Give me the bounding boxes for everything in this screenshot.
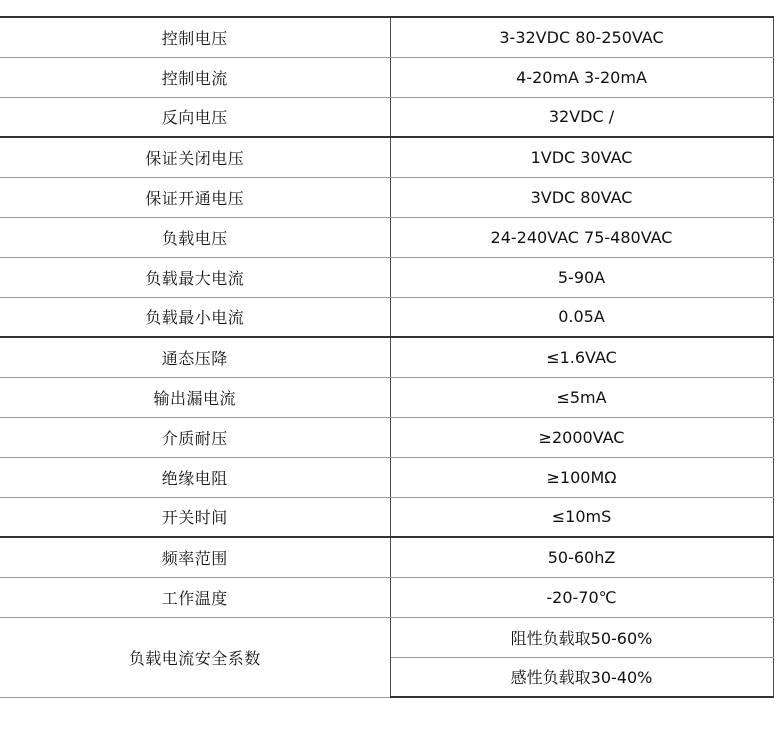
row-label: 开关时间 [0, 497, 390, 537]
table-row [0, 257, 773, 297]
row-value: -20-70℃ [390, 577, 773, 617]
row-value: 5-90A [390, 257, 773, 297]
row-label: 控制电流 [0, 57, 390, 97]
row-value: 3VDC 80VAC [390, 177, 773, 217]
spec-table [0, 16, 774, 698]
table-row [0, 537, 773, 577]
table-row [0, 17, 773, 57]
row-label: 频率范围 [0, 537, 390, 577]
table-row [0, 417, 773, 457]
row-label: 负载电压 [0, 217, 390, 257]
table-row [0, 377, 773, 417]
row-label: 保证关闭电压 [0, 137, 390, 177]
table-row [0, 297, 773, 337]
row-label: 保证开通电压 [0, 177, 390, 217]
row-value: ≥2000VAC [390, 417, 773, 457]
row-label: 负载最小电流 [0, 297, 390, 337]
row-label: 通态压降 [0, 337, 390, 377]
row-value: 0.05A [390, 297, 773, 337]
load-factor-inductive: 感性负载取30-40% [390, 657, 773, 697]
row-value: ≥100MΩ [390, 457, 773, 497]
row-label: 反向电压 [0, 97, 390, 137]
table-row [0, 177, 773, 217]
row-value: ≤10mS [390, 497, 773, 537]
row-value: 32VDC / [390, 97, 773, 137]
load-factor-resistive: 阻性负载取50-60% [390, 617, 773, 657]
row-value: 1VDC 30VAC [390, 137, 773, 177]
table-row [0, 457, 773, 497]
row-label: 输出漏电流 [0, 377, 390, 417]
row-value: ≤1.6VAC [390, 337, 773, 377]
row-label: 介质耐压 [0, 417, 390, 457]
row-label: 负载最大电流 [0, 257, 390, 297]
row-value: 3-32VDC 80-250VAC [390, 17, 773, 57]
row-value: 50-60hZ [390, 537, 773, 577]
table-row [0, 577, 773, 617]
table-row [0, 97, 773, 137]
row-label: 控制电压 [0, 17, 390, 57]
table-row [0, 497, 773, 537]
row-value: 4-20mA 3-20mA [390, 57, 773, 97]
table-row [0, 57, 773, 97]
table-row [0, 137, 773, 177]
table-row [0, 217, 773, 257]
load-factor-label: 负载电流安全系数 [0, 617, 390, 697]
row-value: ≤5mA [390, 377, 773, 417]
row-label: 工作温度 [0, 577, 390, 617]
table-row [0, 617, 773, 657]
row-label: 绝缘电阻 [0, 457, 390, 497]
row-value: 24-240VAC 75-480VAC [390, 217, 773, 257]
table-row [0, 337, 773, 377]
